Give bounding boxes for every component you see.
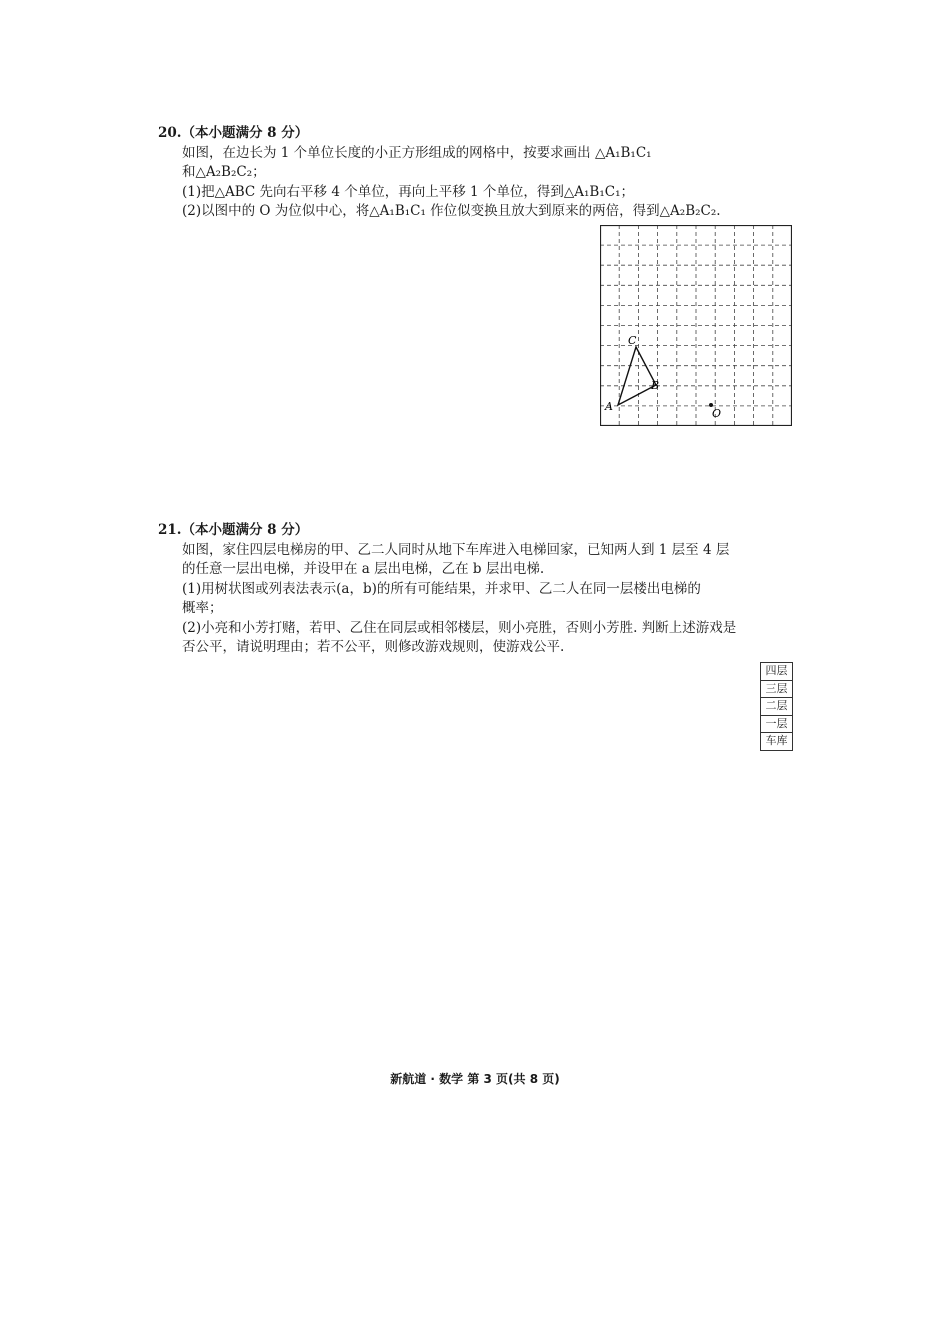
triangle-abc — [618, 347, 656, 405]
q21-part1: (1)用树状图或列表法表示(a，b)的所有可能结果，并求甲、乙二人在同一层楼出电梯的 — [182, 580, 701, 597]
label-b: B — [651, 379, 660, 392]
coordinate-grid-figure — [600, 225, 792, 426]
floor-diagram — [760, 662, 793, 751]
q21-part2: (2)小亮和小芳打赌，若甲、乙住在同层或相邻楼层，则小亮胜，否则小芳胜. 判断上述游戏是 — [182, 619, 737, 636]
q20-header: 20.（本小题满分 8 分） — [158, 125, 309, 141]
floor-2: 二层 — [761, 698, 792, 716]
question-21 — [158, 521, 798, 658]
q21-part2-cont: 否公平，请说明理由；若不公平，则修改游戏规则，使游戏公平. — [182, 639, 565, 655]
q20-part2: (2)以图中的 O 为位似中心，将△A₁B₁C₁ 作位似变换且放大到原来的两倍，得到△A₂B₂C₂. — [182, 203, 721, 219]
label-c: C — [628, 334, 637, 347]
page-footer: 新航道 · 数学 第 3 页(共 8 页) — [390, 1072, 560, 1086]
q20-line1: 如图，在边长为 1 个单位长度的小正方形组成的网格中，按要求画出 △A₁B₁C₁ — [182, 144, 652, 161]
label-a: A — [605, 400, 613, 413]
q21-part1-cont: 概率； — [182, 600, 223, 616]
label-o: O — [712, 407, 722, 420]
floor-1: 一层 — [761, 716, 792, 734]
q20-line2: 和△A₂B₂C₂； — [182, 164, 266, 180]
floor-garage: 车库 — [765, 734, 788, 747]
question-20 — [158, 124, 798, 222]
q20-part1: (1)把△ABC 先向右平移 4 个单位，再向上平移 1 个单位，得到△A₁B₁C₁； — [182, 183, 635, 200]
q21-line2: 的任意一层出电梯，并设甲在 a 层出电梯，乙在 b 层出电梯. — [182, 561, 545, 577]
floor-4: 四层 — [761, 663, 792, 681]
q21-line1: 如图，家住四层电梯房的甲、乙二人同时从地下车库进入电梯回家，已知两人到 1 层至 4 层 — [182, 541, 730, 558]
floor-3: 三层 — [761, 681, 792, 699]
q21-header: 21.（本小题满分 8 分） — [158, 522, 309, 538]
